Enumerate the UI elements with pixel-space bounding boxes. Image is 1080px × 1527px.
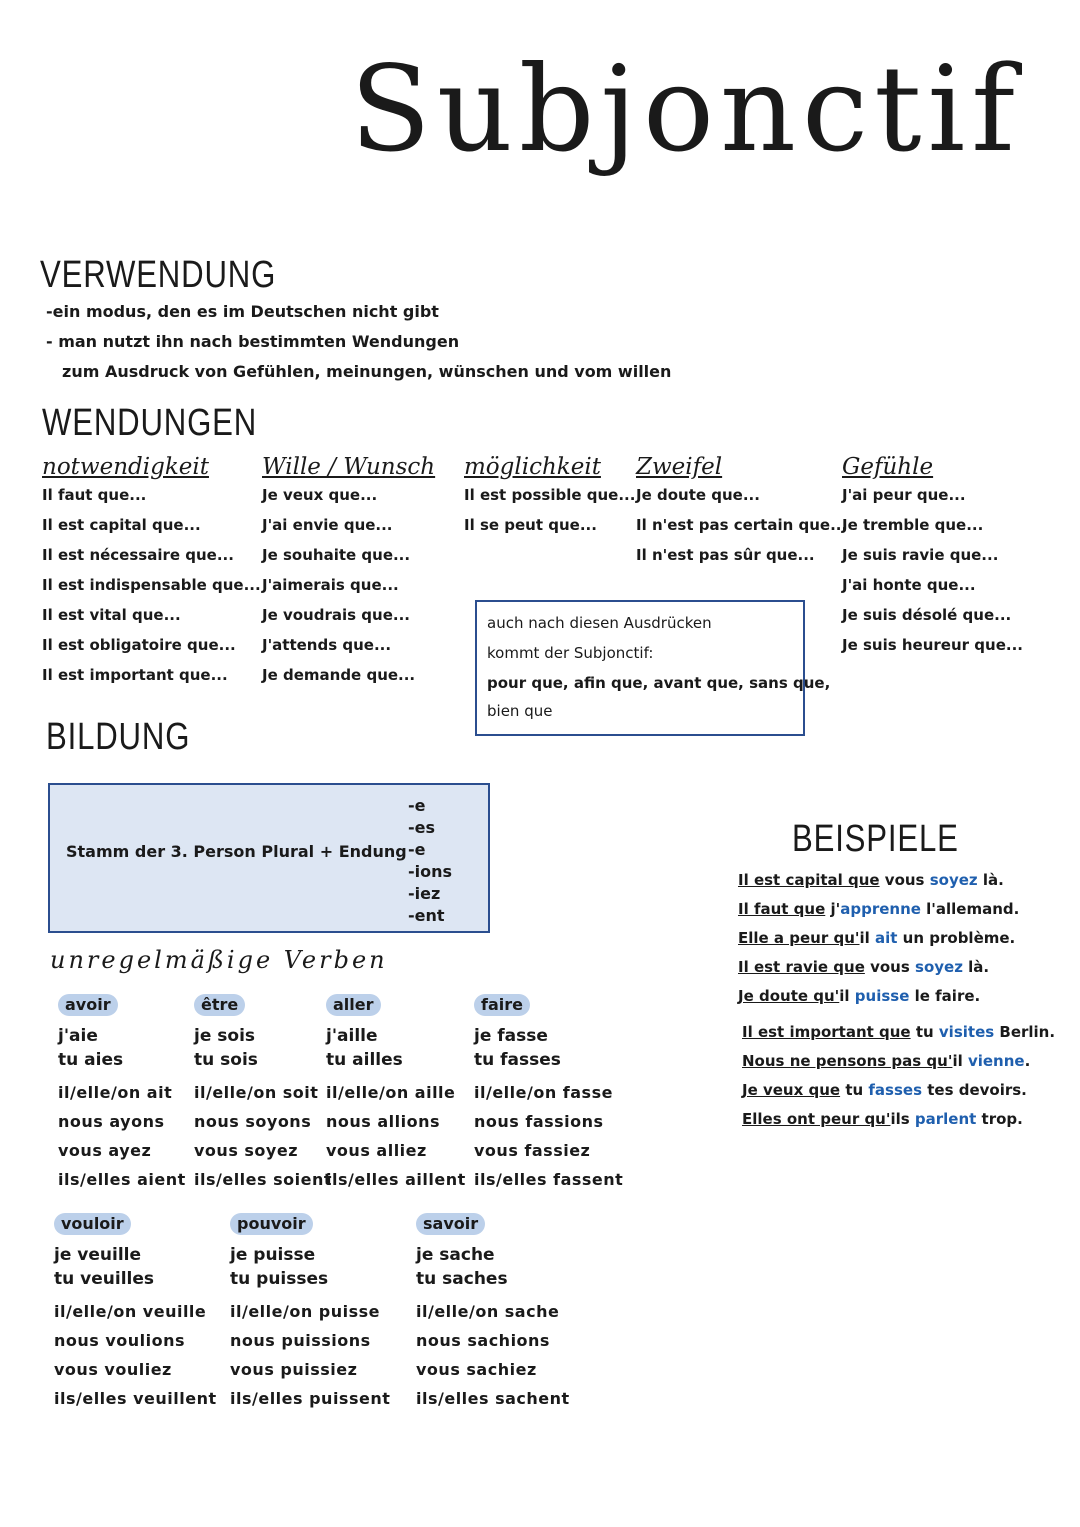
phrase: Je suis désolé que... xyxy=(842,606,1012,624)
column-head: Wille / Wunsch xyxy=(262,454,436,480)
example-sentence xyxy=(738,982,1019,1011)
ending: -es xyxy=(408,818,436,837)
verb-form: il/elle/on ait xyxy=(58,1083,173,1102)
phrase: Il est important que... xyxy=(42,666,228,684)
verb-form: ils/elles sachent xyxy=(416,1389,570,1408)
verb-form: je sois xyxy=(194,1026,256,1046)
phrase: Je souhaite que... xyxy=(262,546,411,564)
verb-avoir xyxy=(58,994,186,1194)
phrase: Il est vital que... xyxy=(42,606,181,624)
example-rest: tes devoirs. xyxy=(922,1081,1027,1099)
phrase: Il est capital que... xyxy=(42,516,201,534)
phrase: Je voudrais que... xyxy=(262,606,410,624)
column-notwendigkeit xyxy=(42,454,261,690)
example-verb: ait xyxy=(875,929,898,947)
verb-label: vouloir xyxy=(54,1213,131,1235)
verb-form: il/elle/on puisse xyxy=(230,1302,381,1321)
verb-form: tu veuilles xyxy=(54,1269,154,1289)
example-trigger: Nous ne pensons pas qu' xyxy=(742,1052,953,1070)
note-line-3: pour que, afin que, avant que, sans que, xyxy=(487,674,831,692)
verb-savoir xyxy=(416,1213,570,1413)
phrase: Je suis ravie que... xyxy=(842,546,999,564)
verb-form: vous vouliez xyxy=(54,1360,172,1379)
verb-form: il/elle/on fasse xyxy=(474,1083,613,1102)
example-verb: parlent xyxy=(914,1110,977,1128)
verb-vouloir xyxy=(54,1213,217,1413)
verb-form: il/elle/on veuille xyxy=(54,1302,207,1321)
verwendung-line-1: -ein modus, den es im Deutschen nicht gibt xyxy=(46,302,439,321)
example-trigger: Il est important que xyxy=(742,1023,911,1041)
verb-form: ils/elles aillent xyxy=(326,1170,466,1189)
ending: -ions xyxy=(408,862,453,881)
column-head: möglichkeit xyxy=(464,454,601,480)
verb-form: il/elle/on soit xyxy=(194,1083,319,1102)
verb-faire xyxy=(474,994,623,1194)
verb-form: j'aie xyxy=(58,1026,98,1046)
example-verb: puisse xyxy=(854,987,910,1005)
phrase: Il est obligatoire que... xyxy=(42,636,236,654)
verwendung-line-2: - man nutzt ihn nach bestimmten Wendungen xyxy=(46,332,460,351)
verb-label: être xyxy=(194,994,245,1016)
bildung-rule: Stamm der 3. Person Plural + Endung xyxy=(66,842,407,861)
verb-form: vous sachiez xyxy=(416,1360,537,1379)
ending: -e xyxy=(408,796,426,815)
note-line-2: kommt der Subjonctif: xyxy=(487,644,654,662)
example-verb: visites xyxy=(938,1023,995,1041)
example-verb: fasses xyxy=(868,1081,922,1099)
column-gefuehle xyxy=(842,454,1023,660)
column-head: Zweifel xyxy=(636,454,723,480)
example-rest: un problème. xyxy=(897,929,1016,947)
example-subject: j' xyxy=(825,900,841,918)
verb-form: nous allions xyxy=(326,1112,441,1131)
verwendung-heading: VERWENDUNG xyxy=(40,254,277,296)
example-subject: il xyxy=(952,1052,968,1070)
phrase: Il est nécessaire que... xyxy=(42,546,234,564)
verb-form: vous puissiez xyxy=(230,1360,358,1379)
verb-form: il/elle/on aille xyxy=(326,1083,456,1102)
phrase: Je veux que... xyxy=(262,486,378,504)
verb-form: nous ayons xyxy=(58,1112,165,1131)
example-sentence xyxy=(742,1047,1055,1076)
note-line-1: auch nach diesen Ausdrücken xyxy=(487,614,712,632)
verb-form: ils/elles aient xyxy=(58,1170,186,1189)
example-sentence xyxy=(742,1105,1055,1134)
bildung-box xyxy=(48,783,490,933)
example-rest: le faire. xyxy=(909,987,981,1005)
verb-form: nous fassions xyxy=(474,1112,604,1131)
example-trigger: Elles ont peur qu' xyxy=(742,1110,891,1128)
verb-form: j'aille xyxy=(326,1026,378,1046)
verb-form: ils/elles veuillent xyxy=(54,1389,217,1408)
note-line-4: bien que xyxy=(487,702,553,720)
example-rest: . xyxy=(1024,1052,1031,1070)
verb-form: ils/elles soient xyxy=(194,1170,332,1189)
example-rest: Berlin. xyxy=(994,1023,1056,1041)
note-box xyxy=(475,600,831,736)
verb-form: nous soyons xyxy=(194,1112,312,1131)
verb-form: il/elle/on sache xyxy=(416,1302,560,1321)
phrase: Je doute que... xyxy=(636,486,760,504)
example-rest: trop. xyxy=(976,1110,1023,1128)
example-trigger: Il est capital que xyxy=(738,871,880,889)
verb-form: tu saches xyxy=(416,1269,508,1289)
phrase: Il n'est pas sûr que... xyxy=(636,546,815,564)
column-wille-wunsch xyxy=(262,454,435,690)
example-rest: l'allemand. xyxy=(920,900,1020,918)
bildung-heading: BILDUNG xyxy=(46,716,191,758)
column-head: Gefühle xyxy=(842,454,934,480)
phrase: Il est possible que... xyxy=(464,486,636,504)
example-trigger: Je veux que xyxy=(742,1081,841,1099)
examples-group-2 xyxy=(742,1018,1055,1134)
example-trigger: Il est ravie que xyxy=(738,958,865,976)
verb-label: savoir xyxy=(416,1213,485,1235)
verb-form: nous puissions xyxy=(230,1331,371,1350)
phrase: J'ai peur que... xyxy=(842,486,966,504)
verb-label: faire xyxy=(474,994,530,1016)
page-title: Subjonctif xyxy=(350,40,1021,178)
verb-pouvoir xyxy=(230,1213,390,1413)
example-subject: il xyxy=(859,929,876,947)
example-rest: là. xyxy=(977,871,1004,889)
phrase: Je demande que... xyxy=(262,666,416,684)
example-sentence xyxy=(738,895,1019,924)
example-subject: il xyxy=(839,987,855,1005)
example-trigger: Je doute qu' xyxy=(738,987,840,1005)
phrase: J'ai envie que... xyxy=(262,516,393,534)
example-sentence xyxy=(738,866,1019,895)
endings-list xyxy=(408,795,452,927)
phrase: J'aimerais que... xyxy=(262,576,399,594)
verb-form: vous soyez xyxy=(194,1141,299,1160)
example-sentence xyxy=(742,1076,1055,1105)
ending: -iez xyxy=(408,884,441,903)
verb-label: pouvoir xyxy=(230,1213,313,1235)
example-subject: tu xyxy=(840,1081,869,1099)
example-rest: là. xyxy=(962,958,990,976)
phrase: Je suis heureur que... xyxy=(842,636,1023,654)
ending: -ent xyxy=(408,906,445,925)
example-subject: ils xyxy=(890,1110,915,1128)
example-subject: vous xyxy=(864,958,916,976)
example-trigger: Il faut que xyxy=(738,900,826,918)
column-head: notwendigkeit xyxy=(42,454,209,480)
examples-group-1 xyxy=(738,866,1019,1011)
verb-form: je sache xyxy=(416,1245,495,1265)
example-verb: apprenne xyxy=(840,900,921,918)
example-subject: vous xyxy=(879,871,930,889)
verb-form: je fasse xyxy=(474,1026,548,1046)
verb-form: tu sois xyxy=(194,1050,258,1070)
verb-form: je veuille xyxy=(54,1245,142,1265)
example-sentence xyxy=(742,1018,1055,1047)
verb-form: ils/elles puissent xyxy=(230,1389,391,1408)
example-subject: tu xyxy=(910,1023,939,1041)
column-zweifel xyxy=(636,454,847,570)
verb-form: nous sachions xyxy=(416,1331,550,1350)
example-verb: soyez xyxy=(929,871,978,889)
phrase: Il se peut que... xyxy=(464,516,597,534)
verb-form: ils/elles fassent xyxy=(474,1170,624,1189)
example-verb: soyez xyxy=(915,958,963,976)
phrase: Il est indispensable que... xyxy=(42,576,261,594)
wendungen-heading: WENDUNGEN xyxy=(42,402,258,444)
verb-form: vous fassiez xyxy=(474,1141,591,1160)
verb-form: tu aies xyxy=(58,1050,124,1070)
example-trigger: Elle a peur qu' xyxy=(738,929,860,947)
unregelmaessige-heading: unregelmäßige Verben xyxy=(50,946,388,974)
verb-label: aller xyxy=(326,994,381,1016)
beispiele-heading: BEISPIELE xyxy=(792,818,959,860)
verb-form: vous alliez xyxy=(326,1141,427,1160)
phrase: J'ai honte que... xyxy=(842,576,976,594)
verb-form: nous voulions xyxy=(54,1331,186,1350)
column-moeglichkeit xyxy=(464,454,635,540)
phrase: Il faut que... xyxy=(42,486,147,504)
phrase: Je tremble que... xyxy=(842,516,984,534)
phrase: Il n'est pas certain que... xyxy=(636,516,848,534)
verb-form: tu ailles xyxy=(326,1050,403,1070)
example-verb: vienne xyxy=(967,1052,1025,1070)
verb-aller xyxy=(326,994,466,1194)
verb-label: avoir xyxy=(58,994,118,1016)
example-sentence xyxy=(738,924,1019,953)
verb-form: tu puisses xyxy=(230,1269,329,1289)
verwendung-line-3: zum Ausdruck von Gefühlen, meinungen, wünschen und vom willen xyxy=(62,362,672,381)
verb-form: je puisse xyxy=(230,1245,316,1265)
phrase: J'attends que... xyxy=(262,636,392,654)
ending: -e xyxy=(408,840,426,859)
example-sentence xyxy=(738,953,1019,982)
verb-form: vous ayez xyxy=(58,1141,152,1160)
verb-form: tu fasses xyxy=(474,1050,561,1070)
verb-etre xyxy=(194,994,332,1194)
